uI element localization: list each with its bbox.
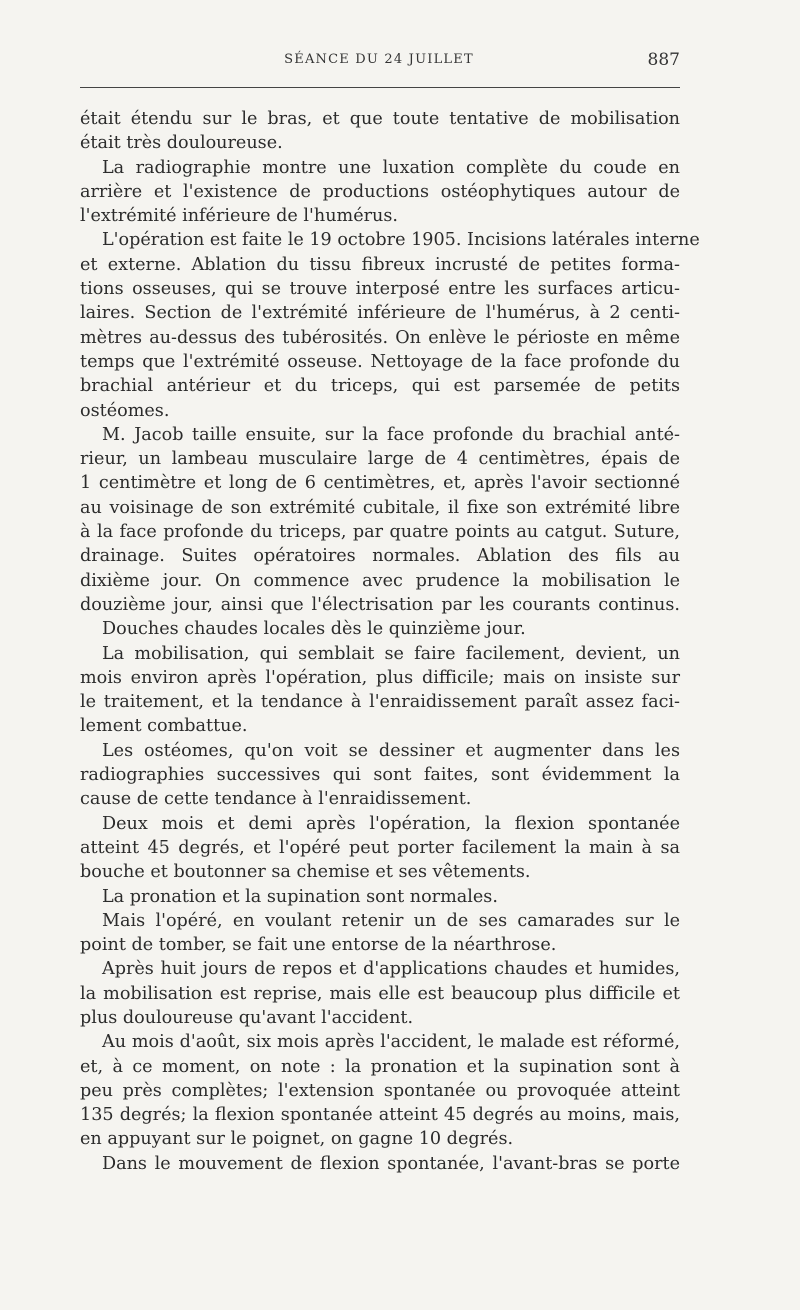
text-line: à la face profonde du triceps, par quatre points au catgut. Suture,	[80, 522, 680, 543]
text-line: peu près complètes; l'extension spontanée ou provoquée atteint	[80, 1080, 680, 1101]
text-line: La radiographie montre une luxation complète du coude en	[102, 157, 680, 178]
text-line: brachial antérieur et du triceps, qui est parsemée de petits	[80, 376, 680, 397]
text-line: ostéomes.	[80, 400, 170, 421]
text-line: Deux mois et demi après l'opération, la flexion spontanée	[102, 813, 680, 834]
text-line: drainage. Suites opératoires normales. Ablation des fils au	[80, 546, 680, 567]
text-line: plus douloureuse qu'avant l'accident.	[80, 1007, 414, 1028]
text-line: tions osseuses, qui se trouve interposé entre les surfaces articu-	[80, 279, 680, 300]
text-line: radiographies successives qui sont faites, sont évidemment la	[80, 765, 680, 786]
text-line: Au mois d'août, six mois après l'accident, le malade est réformé,	[102, 1032, 680, 1053]
text-line: Mais l'opéré, en voulant retenir un de ses camarades sur le	[102, 910, 680, 931]
text-line: douzième jour, ainsi que l'électrisation par les courants continus.	[80, 594, 680, 615]
text-line: laires. Section de l'extrémité inférieure de l'humérus, à 2 centi-	[80, 303, 680, 324]
header-rule	[80, 87, 680, 88]
running-header	[78, 50, 680, 74]
text-line: dixième jour. On commence avec prudence la mobilisation le	[80, 570, 680, 591]
text-line: Les ostéomes, qu'on voit se dessiner et augmenter dans les	[102, 740, 680, 761]
text-line: point de tomber, se fait une entorse de la néarthrose.	[80, 935, 557, 956]
text-line: temps que l'extrémité osseuse. Nettoyage de la face profonde du	[80, 351, 680, 372]
text-line: atteint 45 degrés, et l'opéré peut porter facilement la main à sa	[80, 837, 680, 858]
text-line: et externe. Ablation du tissu fibreux incrusté de petites forma-	[80, 254, 680, 275]
text-line: bouche et boutonner sa chemise et ses vêtements.	[80, 862, 531, 883]
header-title: SÉANCE DU 24 JUILLET	[284, 52, 474, 67]
text-line: en appuyant sur le poignet, on gagne 10 degrés.	[80, 1129, 514, 1150]
text-line: lement combattue.	[80, 716, 248, 737]
text-line: M. Jacob taille ensuite, sur la face profonde du brachial anté-	[102, 424, 680, 445]
text-line: et, à ce moment, on note : la pronation et la supination sont à	[80, 1056, 680, 1077]
text-line: la mobilisation est reprise, mais elle est beaucoup plus difficile et	[80, 983, 680, 1004]
text-line: La pronation et la supination sont normales.	[102, 886, 498, 907]
text-line: Douches chaudes locales dès le quinzième jour.	[102, 619, 526, 640]
text-line: cause de cette tendance à l'enraidissement.	[80, 789, 472, 810]
text-line: L'opération est faite le 19 octobre 1905. Incisions latérales interne	[102, 230, 700, 251]
page-number: 887	[647, 50, 680, 70]
text-line: 135 degrés; la flexion spontanée atteint 45 degrés au moins, mais,	[80, 1105, 680, 1126]
text-line: était étendu sur le bras, et que toute tentative de mobilisation	[80, 109, 680, 129]
text-line: Après huit jours de repos et d'applications chaudes et humides,	[102, 959, 680, 980]
text-line: arrière et l'existence de productions ostéophytiques autour de	[80, 181, 680, 202]
text-line: mètres au-dessus des tubérosités. On enlève le périoste en même	[80, 327, 680, 348]
body-text	[80, 107, 700, 1176]
text-line: 1 centimètre et long de 6 centimètres, et, après l'avoir sectionné	[80, 473, 680, 494]
text-line: rieur, un lambeau musculaire large de 4 centimètres, épais de	[80, 449, 680, 470]
text-line: La mobilisation, qui semblait se faire facilement, devient, un	[102, 643, 680, 664]
text-line: était très douloureuse.	[80, 133, 283, 154]
text-line: le traitement, et la tendance à l'enraidissement paraît assez faci-	[80, 692, 680, 713]
text-line: l'extrémité inférieure de l'humérus.	[80, 206, 399, 227]
text-line: mois environ après l'opération, plus difficile; mais on insiste sur	[80, 667, 680, 688]
text-line: au voisinage de son extrémité cubitale, il fixe son extrémité libre	[80, 497, 680, 518]
text-line: Dans le mouvement de flexion spontanée, l'avant-bras se porte	[102, 1153, 680, 1174]
